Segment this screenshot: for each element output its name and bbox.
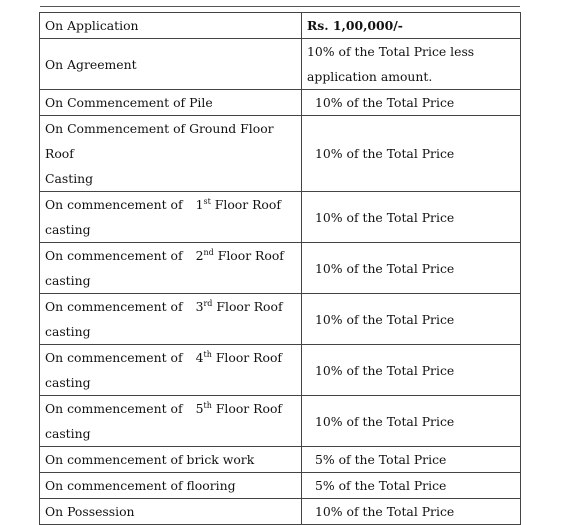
stage-cell — [40, 396, 302, 447]
amount-cell: 5% of the Total Price — [302, 473, 521, 499]
top-rule — [40, 6, 520, 7]
table-row — [40, 13, 521, 39]
floor-ordinal: nd — [203, 248, 214, 257]
floor-rest: Floor Roof — [214, 197, 281, 212]
stage-cell — [40, 116, 302, 192]
table-row — [40, 294, 521, 345]
table-row — [40, 116, 521, 192]
floor-number: 4 — [195, 350, 204, 365]
floor-ordinal: st — [203, 197, 211, 206]
table-row — [40, 396, 521, 447]
table-row — [40, 499, 521, 525]
stage-cell — [40, 192, 302, 243]
amount-cell — [302, 39, 521, 90]
amount-cell: 10% of the Total Price — [302, 192, 521, 243]
floor-rest: Floor Roof — [215, 350, 282, 365]
stage-line: casting — [45, 324, 91, 339]
payment-schedule-table — [39, 12, 521, 525]
stage-cell: On commencement of flooring — [40, 473, 302, 499]
amount-cell: 10% of the Total Price — [302, 116, 521, 192]
table-row — [40, 90, 521, 116]
amount-cell: 10% of the Total Price — [302, 396, 521, 447]
floor-number: 2 — [195, 248, 204, 263]
stage-cell: On Commencement of Pile — [40, 90, 302, 116]
floor-number: 1 — [195, 197, 204, 212]
floor-number: 3 — [195, 299, 204, 314]
table-row — [40, 39, 521, 90]
floor-ordinal: th — [203, 350, 212, 359]
amount-cell: 10% of the Total Price — [302, 243, 521, 294]
stage-cell: On Agreement — [40, 39, 302, 90]
table-row — [40, 243, 521, 294]
stage-cell — [40, 243, 302, 294]
stage-line: Casting — [45, 171, 94, 186]
stage-cell: On Application — [40, 13, 302, 39]
table-row — [40, 192, 521, 243]
stage-cell — [40, 294, 302, 345]
stage-prefix: On commencement of — [45, 299, 183, 314]
amount-cell: 10% of the Total Price — [302, 345, 521, 396]
stage-cell: On commencement of brick work — [40, 447, 302, 473]
table-row — [40, 447, 521, 473]
floor-ordinal: rd — [203, 299, 213, 308]
floor-rest: Floor Roof — [215, 401, 282, 416]
stage-prefix: On commencement of — [45, 350, 183, 365]
amount-line: application amount. — [307, 69, 433, 84]
stage-line: On Commencement of Ground Floor Roof — [45, 121, 274, 161]
stage-line: casting — [45, 426, 91, 441]
table-row — [40, 473, 521, 499]
stage-cell — [40, 345, 302, 396]
amount-cell: 10% of the Total Price — [302, 294, 521, 345]
floor-rest: Floor Roof — [216, 299, 283, 314]
floor-ordinal: th — [203, 401, 212, 410]
amount-cell: 5% of the Total Price — [302, 447, 521, 473]
stage-prefix: On commencement of — [45, 248, 183, 263]
amount-line: 10% of the Total Price less — [307, 44, 475, 59]
amount-cell: 10% of the Total Price — [302, 90, 521, 116]
stage-line: casting — [45, 375, 91, 390]
amount-cell: Rs. 1,00,000/- — [302, 13, 521, 39]
floor-rest: Floor Roof — [217, 248, 284, 263]
stage-line: casting — [45, 273, 91, 288]
stage-cell: On Possession — [40, 499, 302, 525]
amount-cell: 10% of the Total Price — [302, 499, 521, 525]
stage-line: casting — [45, 222, 91, 237]
floor-number: 5 — [195, 401, 204, 416]
stage-prefix: On commencement of — [45, 401, 183, 416]
table-row — [40, 345, 521, 396]
stage-prefix: On commencement of — [45, 197, 183, 212]
